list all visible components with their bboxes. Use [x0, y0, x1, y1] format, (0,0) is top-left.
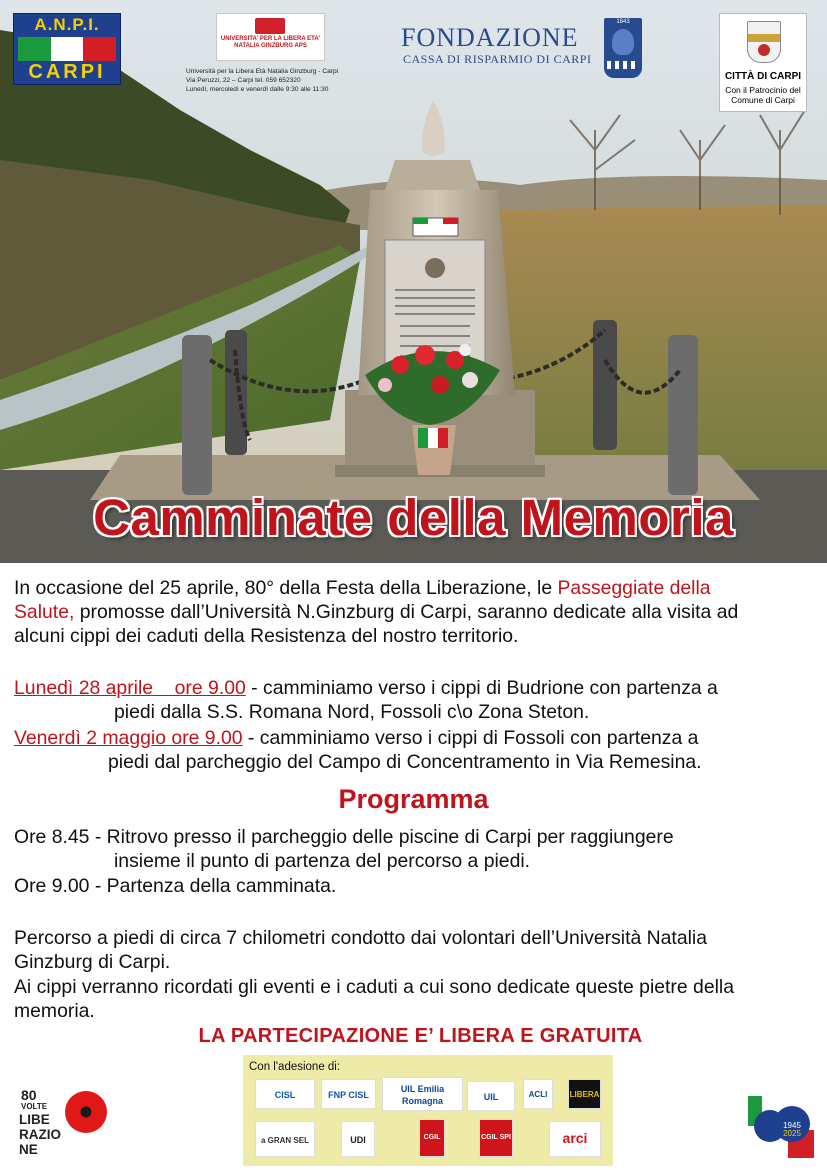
partecipazione-libera: LA PARTECIPAZIONE E’ LIBERA E GRATUITA: [198, 1025, 643, 1047]
adesione-panel: [243, 1055, 613, 1166]
event-2-text: - camminiamo verso i cippi di Fossoli con partenza a: [242, 727, 699, 749]
event-2-date: Venerdì 2 maggio ore 9.00: [14, 727, 243, 749]
org-uil: UIL: [467, 1081, 515, 1111]
anpi-logo-line1: A.N.P.I.: [34, 15, 100, 34]
percorso-line2: Ginzburg di Carpi.: [14, 951, 171, 973]
event-1-line2: piedi dalla S.S. Romana Nord, Fossoli c\o Zona Steton.: [114, 701, 590, 723]
intro-highlight: Passeggiate della: [557, 577, 711, 599]
citta-di-carpi-logo: [719, 13, 807, 112]
stripes-icon: [607, 61, 639, 69]
intro-line2: [14, 601, 738, 624]
fondazione-crest-icon: [604, 18, 642, 78]
event-1: [14, 677, 718, 700]
org-acli: ACLI: [523, 1079, 553, 1109]
org-libera: LIBERA: [568, 1079, 601, 1109]
coat-of-arms-icon: [747, 21, 781, 63]
intro-line3: alcuni cippi dei caduti della Resistenza del nostro territorio.: [14, 625, 519, 647]
tree-icon: [612, 29, 634, 55]
percorso-line3: Ai cippi verranno ricordati gli eventi e i caduti a cui sono dedicate queste pietre della: [14, 976, 735, 998]
org-uil-emilia-romagna: UIL Emilia Romagna: [382, 1077, 463, 1111]
org-cgil-spi: CGIL SPI: [479, 1119, 513, 1157]
percorso-line1: Percorso a piedi di circa 7 chilometri condotto dai volontari dell’Università Natalia: [14, 927, 708, 949]
logo80-number: 80: [21, 1087, 37, 1103]
svg-text:1945: 1945: [783, 1121, 801, 1130]
event-1-text: - camminiamo verso i cippi di Budrione con partenza a: [245, 677, 718, 699]
university-mark: [216, 13, 325, 61]
svg-text:2025: 2025: [783, 1129, 801, 1138]
fondazione-logo: [398, 18, 646, 80]
university-name: Università per la Libera Età Natalia Ginzburg - Carpi: [186, 68, 339, 75]
comune-patrocinio: Con il Patrocinio del Comune di Carpi: [725, 85, 801, 105]
liberazione-1945-2025-logo: [748, 1096, 814, 1158]
percorso-line4: memoria.: [14, 1000, 95, 1022]
comune-name: CITTÀ DI CARPI: [724, 71, 802, 82]
org-cgil: CGIL: [419, 1119, 445, 1157]
logo80-word: LIBE RAZIO NE: [19, 1112, 61, 1157]
80-volte-liberazione-logo: [16, 1086, 112, 1162]
memorial-photo: [0, 0, 827, 563]
intro-text2: promosse dall’Università N.Ginzburg di Carpi, saranno dedicate alla visita ad: [74, 601, 739, 623]
italian-flag-icon: [18, 37, 116, 61]
poppy-icon: [65, 1091, 107, 1133]
intro-text: In occasione del 25 aprile, 80° della Festa della Liberazione, le: [14, 577, 558, 599]
event-2-line2: piedi dal parcheggio del Campo di Concentramento in Via Remesina.: [108, 751, 702, 773]
fondazione-year: 1843: [616, 19, 630, 25]
university-hours: Lunedì, mercoledì e venerdì dalle 9:30 alle 11:30: [186, 86, 329, 93]
fondazione-sub: CASSA DI RISPARMIO DI CARPI: [403, 52, 592, 66]
fondazione-name: FONDAZIONE: [401, 23, 579, 52]
org-fnp-cisl: FNP CISL: [321, 1079, 376, 1109]
adesione-label: Con l'adesione di:: [249, 1061, 341, 1073]
university-info: [186, 67, 361, 94]
org-arci: arci: [549, 1121, 601, 1157]
university-mark-text: UNIVERSITA' PER LA LIBERA ETA' NATALIA GINZBURG APS: [220, 36, 321, 49]
programma-item-1-line2: insieme il punto di partenza del percorso a piedi.: [114, 850, 531, 872]
anpi-logo-line2: CARPI: [28, 61, 106, 83]
page-title: Camminate della Memoria: [93, 489, 734, 546]
university-logo: [186, 13, 361, 95]
hero-photo: [0, 0, 827, 563]
book-icon: [255, 18, 285, 34]
programma-item-2: Ore 9.00 - Partenza della camminata.: [14, 875, 337, 897]
event-1-date: Lunedì 28 aprile ore 9.00: [14, 677, 246, 699]
university-address: Via Peruzzi, 22 – Carpi tel. 059 652320: [186, 77, 301, 84]
programma-item-1: Ore 8.45 - Ritrovo presso il parcheggio delle piscine di Carpi per raggiungere: [14, 826, 674, 848]
intro-highlight2: Salute,: [14, 601, 75, 623]
liberazione-logo-icon: [748, 1096, 814, 1158]
org-a-gran-sel: a GRAN SEL: [255, 1121, 315, 1157]
programma-title: Programma: [338, 784, 489, 814]
intro-line1: [14, 577, 711, 600]
org-cisl: CISL: [255, 1079, 315, 1109]
anpi-carpi-logo: [13, 13, 121, 85]
event-2: [14, 727, 698, 750]
logo80-volte: VOLTE: [21, 1102, 48, 1111]
org-udi: UDI: [341, 1121, 375, 1157]
